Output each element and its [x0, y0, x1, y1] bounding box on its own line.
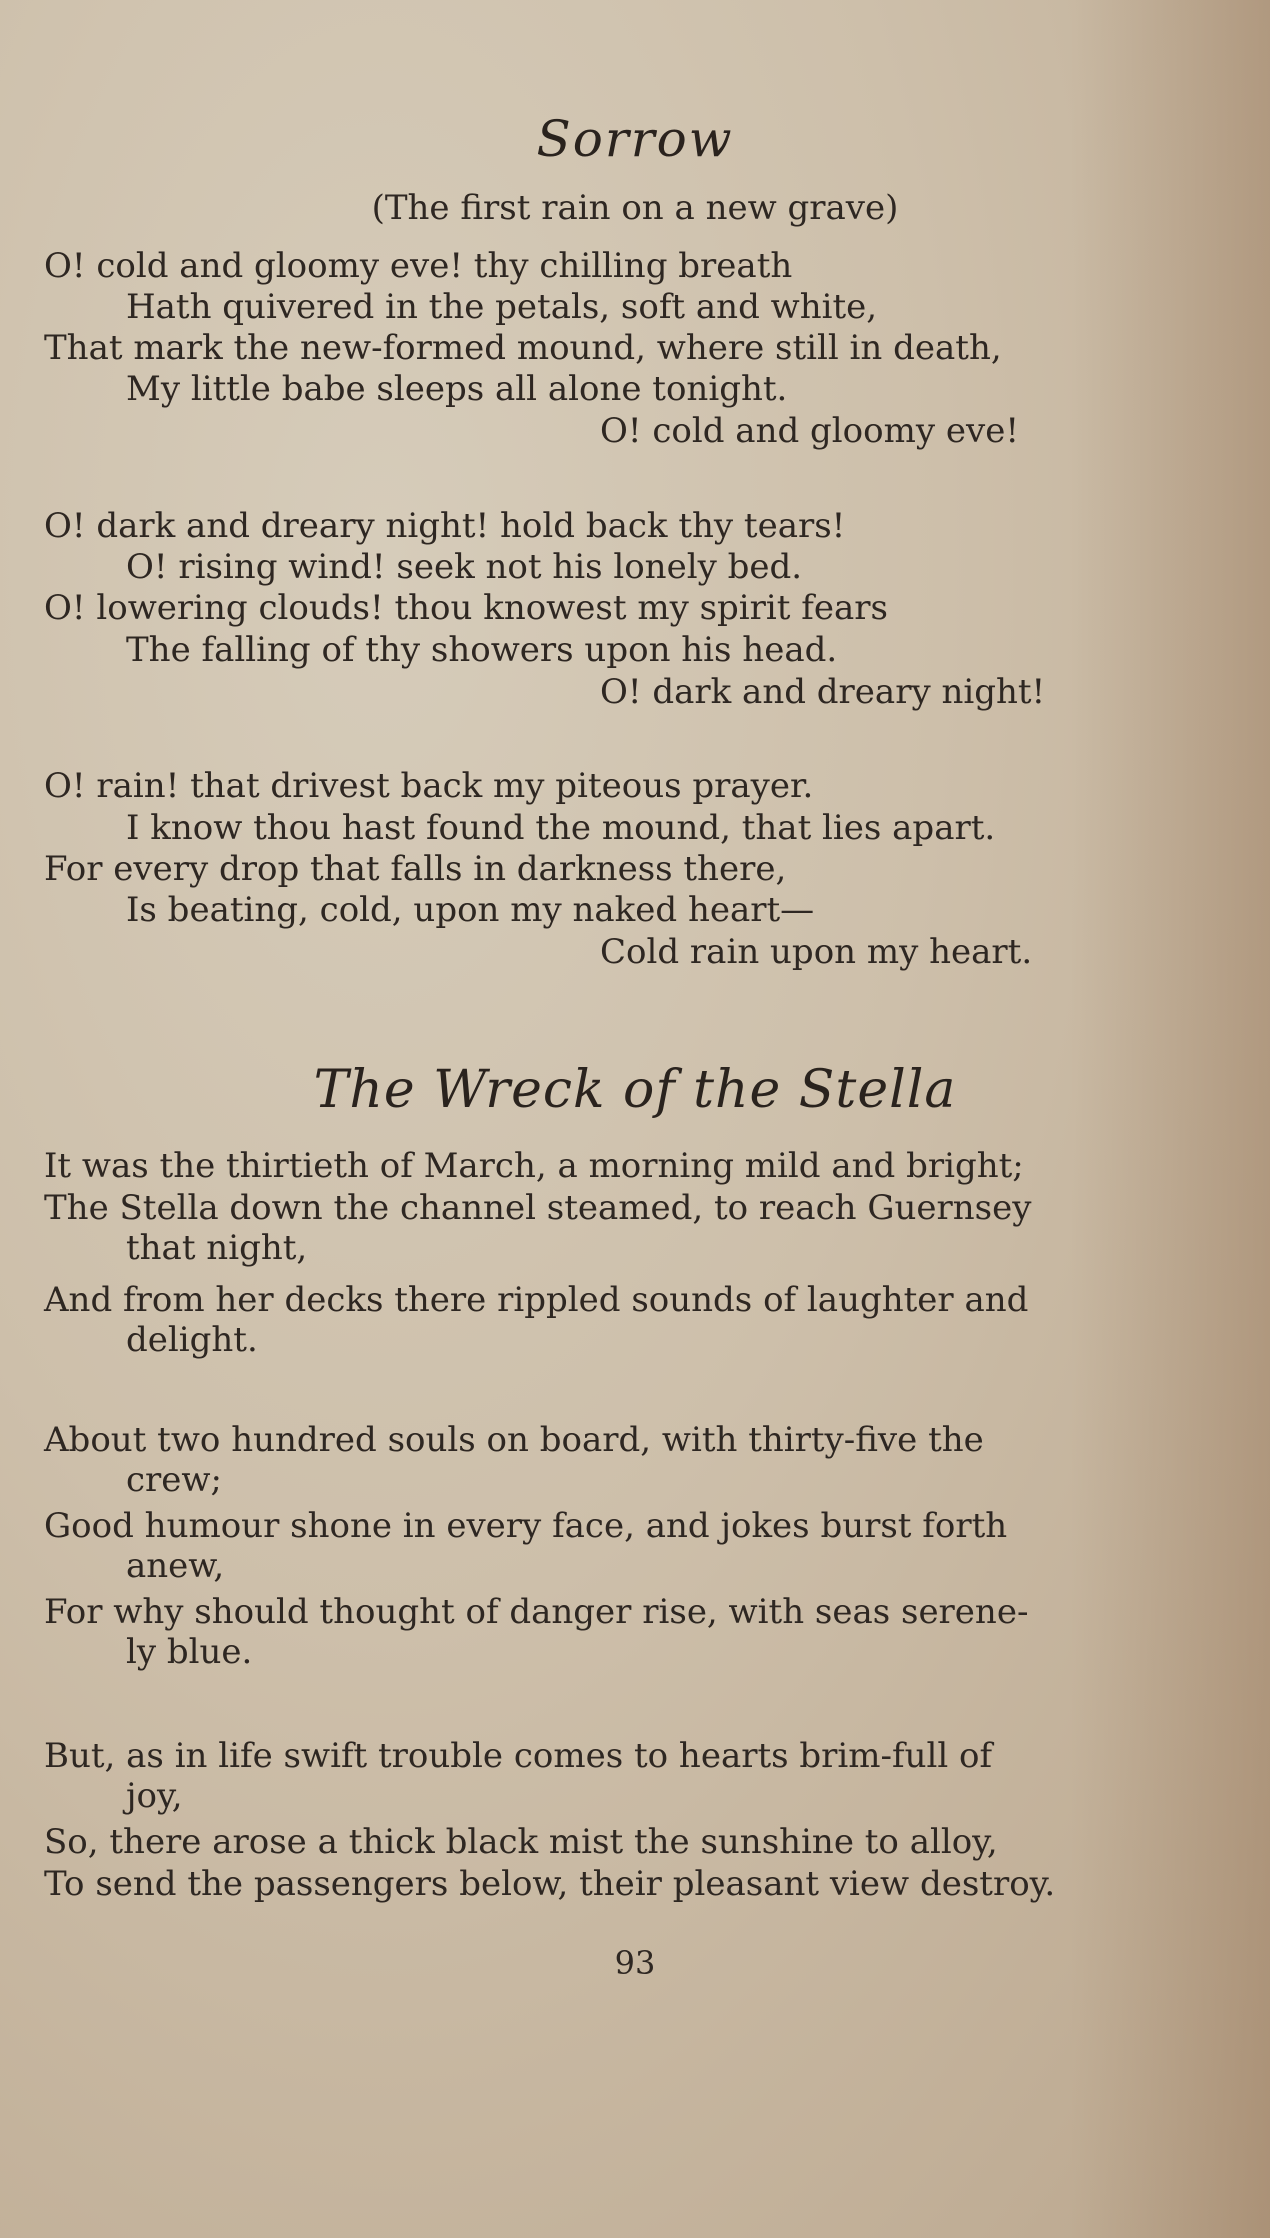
poem-line: The Stella down the channel steamed, to reach Guernsey	[44, 1188, 1032, 1228]
poem-subtitle: (The first rain on a new grave)	[371, 188, 899, 228]
poem-line: That mark the new-formed mound, where still in death,	[44, 328, 1002, 368]
poem-line: About two hundred souls on board, with thirty-five the	[44, 1420, 984, 1460]
page-number: 93	[614, 1944, 656, 1982]
poem-refrain: O! dark and dreary night!	[600, 672, 1046, 712]
poem-line: But, as in life swift trouble comes to hearts brim-full of	[44, 1736, 993, 1776]
poem-line: My little babe sleeps all alone tonight.	[126, 369, 788, 409]
poem-line: The falling of thy showers upon his head.	[126, 630, 838, 670]
poem-line: I know thou hast found the mound, that lies apart.	[126, 808, 996, 848]
poem-line: ly blue.	[126, 1632, 253, 1672]
poem-line: So, there arose a thick black mist the sunshine to alloy,	[44, 1822, 998, 1862]
poem-title-sorrow: Sorrow	[536, 110, 734, 168]
poem-line: O! cold and gloomy eve! thy chilling breath	[44, 246, 793, 286]
poem-line: delight.	[126, 1320, 258, 1360]
poem-line: joy,	[126, 1776, 183, 1816]
poem-line: For why should thought of danger rise, with seas serene-	[44, 1592, 1029, 1632]
poem-refrain: Cold rain upon my heart.	[600, 932, 1033, 972]
poem-line: O! rain! that drivest back my piteous prayer.	[44, 766, 814, 806]
poem-line: O! rising wind! seek not his lonely bed.	[126, 547, 803, 587]
poem-line: crew;	[126, 1460, 222, 1500]
poem-line: For every drop that falls in darkness there,	[44, 849, 787, 889]
poem-title-wreck-of-the-stella: The Wreck of the Stella	[313, 1060, 957, 1120]
poem-line: O! dark and dreary night! hold back thy tears!	[44, 506, 846, 546]
poem-line: And from her decks there rippled sounds of laughter and	[44, 1280, 1029, 1320]
poem-refrain: O! cold and gloomy eve!	[600, 411, 1019, 451]
poem-line: anew,	[126, 1546, 225, 1586]
poem-line: To send the passengers below, their pleasant view destroy.	[44, 1864, 1056, 1904]
poem-line: Hath quivered in the petals, soft and white,	[126, 287, 878, 327]
poem-line: O! lowering clouds! thou knowest my spirit fears	[44, 588, 888, 628]
poem-line: Good humour shone in every face, and jokes burst forth	[44, 1506, 1008, 1546]
poem-line: that night,	[126, 1228, 308, 1268]
poem-line: Is beating, cold, upon my naked heart—	[126, 890, 815, 930]
poem-line: It was the thirtieth of March, a morning mild and bright;	[44, 1146, 1024, 1186]
